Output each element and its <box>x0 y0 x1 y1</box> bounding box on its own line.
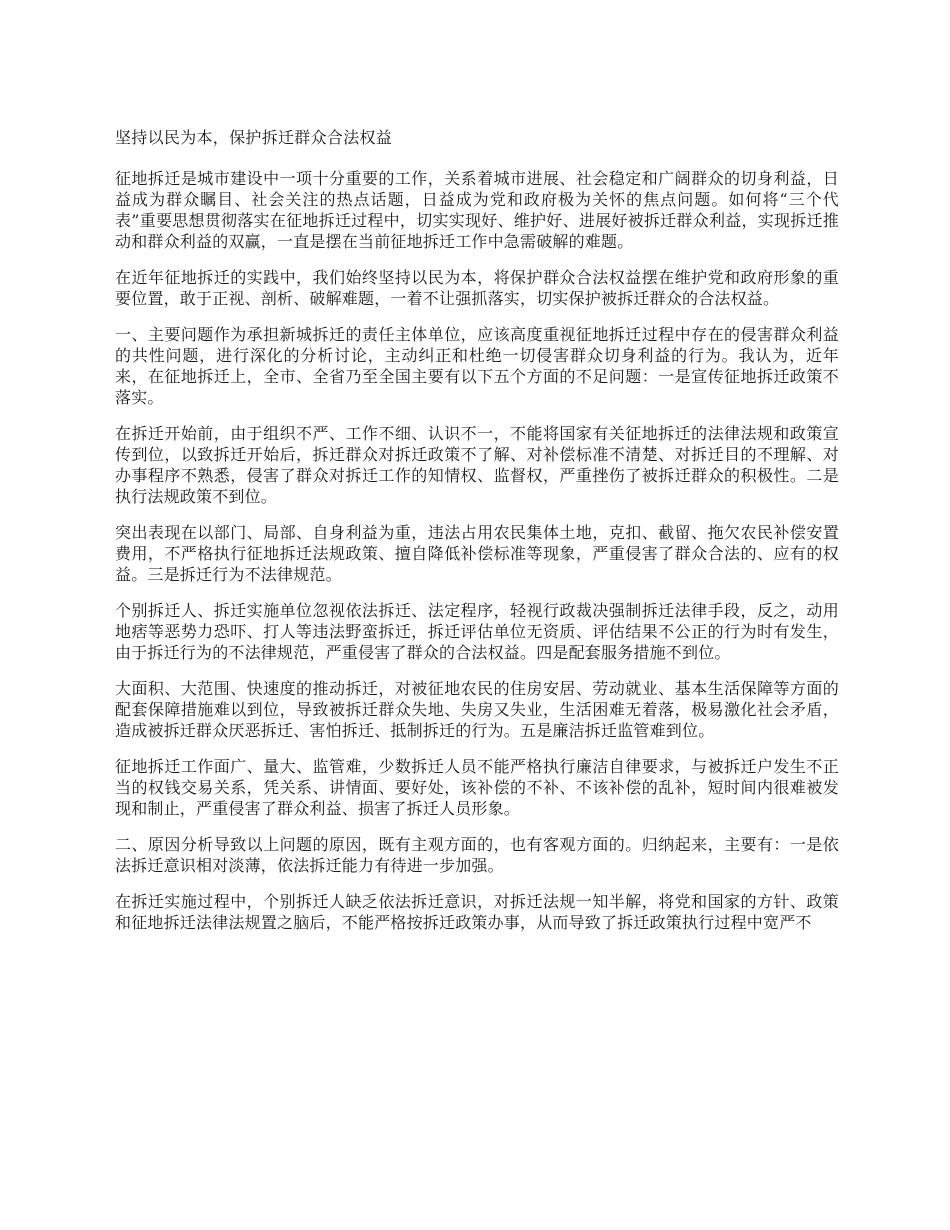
paragraph-practice: 在近年征地拆迁的实践中，我们始终坚持以民为本，将保护群众合法权益摆在维护党和政府形象的重要位置，敢于正视、剖析、破解难题，一着不让强抓落实，切实保护被拆迁群众的合法权益。 <box>115 268 839 308</box>
paragraph-legal-awareness: 在拆迁实施过程中，个别拆迁人缺乏依法拆迁意识，对拆迁法规一知半解，将党和国家的方针、政策和征地拆迁法律法规置之脑后，不能严格按拆迁政策办事，从而导致了拆迁政策执行过程中宽严不 <box>115 892 839 932</box>
paragraph-main-problems: 一、主要问题作为承担新城拆迁的责任主体单位，应该高度重视征地拆迁过程中存在的侵害群众利益的共性问题，进行深化的分析讨论，主动纠正和杜绝一切侵害群众切身利益的行为。我认为，近年来，在征地拆迁上，全市、全省乃至全国主要有以下五个方面的不足问题：一是宣传征地拆迁政策不落实。 <box>115 325 839 407</box>
paragraph-cause-analysis: 二、原因分析导致以上问题的原因，既有主观方面的，也有客观方面的。归纳起来，主要有：一是依法拆迁意识相对淡薄，依法拆迁能力有待进一步加强。 <box>115 835 839 875</box>
paragraph-intro: 征地拆迁是城市建设中一项十分重要的工作，关系着城市进展、社会稳定和广阔群众的切身利益，日益成为群众瞩目、社会关注的热点话题，日益成为党和政府极为关怀的焦点问题。如何将“三个代表”重要思想贯彻落实在征地拆迁过程中，切实实现好、维护好、进展好被拆迁群众利益，实现拆迁推动和群众利益的双赢，一直是摆在当前征地拆迁工作中急需破解的难题。 <box>115 169 839 251</box>
paragraph-policy-execution: 突出表现在以部门、局部、自身利益为重，违法占用农民集体土地，克扣、截留、拖欠农民补偿安置费用，不严格执行征地拆迁法规政策、擅自降低补偿标准等现象，严重侵害了群众合法的、应有的权益。三是拆迁行为不法律规范。 <box>115 523 839 584</box>
paragraph-supervision: 征地拆迁工作面广、量大、监管难，少数拆迁人员不能严格执行廉洁自律要求，与被拆迁户发生不正当的权钱交易关系，凭关系、讲情面、要好处，该补偿的不补、不该补偿的乱补，短时间内很难被发现和制止，严重侵害了群众利益、损害了拆迁人员形象。 <box>115 757 839 818</box>
paragraph-support-measures: 大面积、大范围、快速度的推动拆迁，对被征地农民的住房安居、劳动就业、基本生活保障等方面的配套保障措施难以到位，导致被拆迁群众失地、失房又失业，生活困难无着落，极易激化社会矛盾，造成被拆迁群众厌恶拆迁、害怕拆迁、抵制拆迁的行为。五是廉洁拆迁监管难到位。 <box>115 679 839 740</box>
paragraph-demolition-conduct: 个别拆迁人、拆迁实施单位忽视依法拆迁、法定程序，轻视行政裁决强制拆迁法律手段，反之，动用地痞等恶势力恐吓、打人等违法野蛮拆迁，拆迁评估单位无资质、评估结果不公正的行为时有发生，由于拆迁行为的不法律规范，严重侵害了群众的合法权益。四是配套服务措施不到位。 <box>115 601 839 662</box>
document-title: 坚持以民为本，保护拆迁群众合法权益 <box>115 128 393 147</box>
paragraph-policy-publicity: 在拆迁开始前，由于组织不严、工作不细、认识不一，不能将国家有关征地拆迁的法律法规和政策宣传到位，以致拆迁开始后，拆迁群众对拆迁政策不了解、对补偿标准不清楚、对拆迁目的不理解、对办事程序不熟悉，侵害了群众对拆迁工作的知情权、监督权，严重挫伤了被拆迁群众的积极性。二是执行法规政策不到位。 <box>115 424 839 506</box>
document-page <box>115 128 839 948</box>
